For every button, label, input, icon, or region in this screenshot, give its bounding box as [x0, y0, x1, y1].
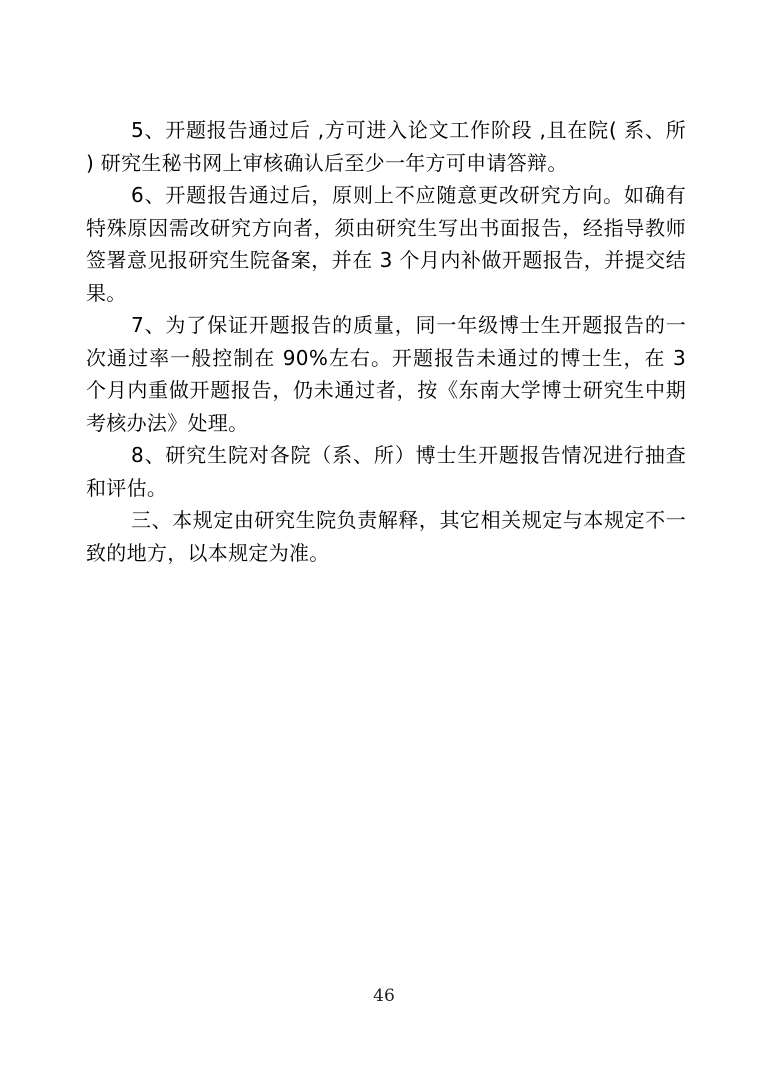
paragraph-item-5: 5、开题报告通过后 ,方可进入论文工作阶段 ,且在院( 系、所 ) 研究生秘书网上审核确认后至少一年方可申请答辩。: [86, 118, 686, 175]
paragraph-item-6: 6、开题报告通过后，原则上不应随意更改研究方向。如确有特殊原因需改研究方向者，须由研究生写出书面报告，经指导教师签署意见报研究生院备案，并在 3 个月内补做开题报告，并提交结果。: [86, 183, 686, 305]
page-number: 46: [373, 986, 395, 1006]
paragraph-section-3: 三、本规定由研究生院负责解释，其它相关规定与本规定不一致的地方，以本规定为准。: [86, 508, 686, 565]
body-text: [86, 114, 686, 569]
paragraph-item-7: 7、为了保证开题报告的质量，同一年级博士生开题报告的一次通过率一般控制在 90%左右。开题报告未通过的博士生，在 3 个月内重做开题报告，仍未通过者，按《东南大学博士研究生中期考核办法》处理。: [86, 313, 686, 435]
paragraph-item-8: 8、研究生院对各院（系、所）博士生开题报告情况进行抽查和评估。: [86, 443, 686, 500]
